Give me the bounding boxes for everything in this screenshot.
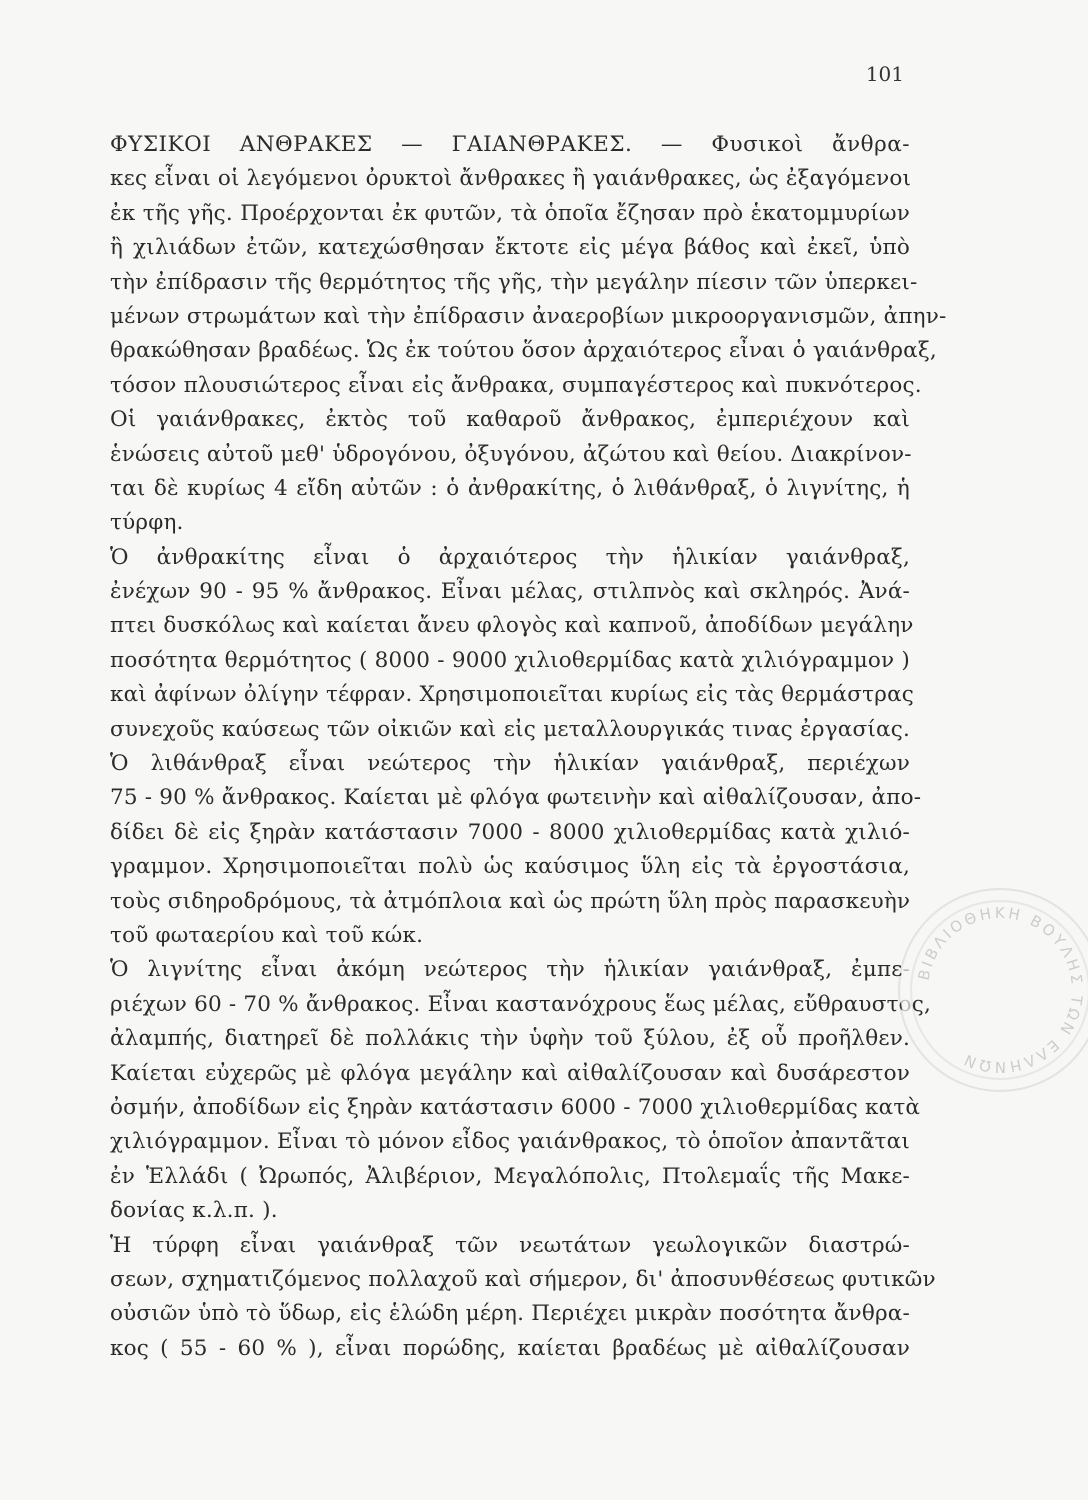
text-line: ται δὲ κυρίως 4 εἴδη αὐτῶν : ὁ ἀνθρακίτης, ὁ λιθάνθραξ, ὁ λιγνίτης, ἡ bbox=[110, 475, 910, 501]
text-line: δονίας κ.λ.π. ). bbox=[110, 1198, 278, 1224]
text-line: ἐκ τῆς γῆς. Προέρχονται ἐκ φυτῶν, τὰ ὁποῖα ἔζησαν πρὸ ἑκατομμυρίων bbox=[110, 200, 910, 226]
text-line: Ὁ λιγνίτης εἶναι ἀκόμη νεώτερος τὴν ἡλικίαν γαιάνθραξ, ἐμπε- bbox=[110, 957, 910, 983]
text-line: γραμμον. Χρησιμοποιεῖται πολὺ ὡς καύσιμος ὕλη εἰς τὰ ἐργοστάσια, bbox=[110, 854, 910, 880]
text-line: τοῦ φωταερίου καὶ τοῦ κώκ. bbox=[110, 922, 424, 948]
stamp-text: ΒΙΒΛΙΟΘΗΚΗ ΒΟΥΛΗΣ ΤΩΝ ΕΛΛΗΝΩΝ bbox=[914, 903, 1087, 1077]
text-line: Ὁ ἀνθρακίτης εἶναι ὁ ἀρχαιότερος τὴν ἡλικίαν γαιάνθραξ, bbox=[110, 544, 910, 570]
svg-text:ΒΙΒΛΙΟΘΗΚΗ ΒΟΥΛΗΣ ΤΩΝ ΕΛΛΗΝΩΝ bbox=[915, 904, 1087, 1076]
text-line: συνεχοῦς καύσεως τῶν οἰκιῶν καὶ εἰς μεταλλουργικάς τινας ἐργασίας. bbox=[110, 716, 910, 742]
text-line: ἢ χιλιάδων ἐτῶν, κατεχώσθησαν ἔκτοτε εἰς μέγα βάθος καὶ ἐκεῖ, ὑπὸ bbox=[110, 235, 910, 261]
text-line: καὶ ἀφίνων ὀλίγην τέφραν. Χρησιμοποιεῖται κυρίως εἰς τὰς θερμάστρας bbox=[110, 682, 915, 708]
text-line: ἐνέχων 90 - 95 % ἄνθρακος. Εἶναι μέλας, στιλπνὸς καὶ σκληρός. Ἀνά- bbox=[110, 579, 910, 605]
text-line: Ὁ λιθάνθραξ εἶναι νεώτερος τὴν ἡλικίαν γαιάνθραξ, περιέχων bbox=[110, 751, 910, 777]
text-line: ΦΥΣΙΚΟΙ ΑΝΘΡΑΚΕΣ — ΓΑΙΑΝΘΡΑΚΕΣ. — Φυσικοὶ ἄνθρα- bbox=[110, 132, 910, 157]
text-line: Οἱ γαιάνθρακες, ἐκτὸς τοῦ καθαροῦ ἄνθρακος, ἐμπεριέχουν καὶ bbox=[110, 407, 910, 433]
text-line: οὐσιῶν ὑπὸ τὸ ὕδωρ, εἰς ἑλώδη μέρη. Περιέχει μικρὰν ποσότητα ἄνθρα- bbox=[110, 1301, 910, 1327]
text-line: ὀσμήν, ἀποδίδων εἰς ξηρὰν κατάστασιν 6000 - 7000 χιλιοθερμίδας κατὰ bbox=[110, 1094, 921, 1120]
text-line: θρακώθησαν βραδέως. Ὡς ἐκ τούτου ὅσον ἀρχαιότερος εἶναι ὁ γαιάνθραξ, bbox=[110, 338, 937, 364]
text-line: ριέχων 60 - 70 % ἄνθρακος. Εἶναι καστανόχρους ἕως μέλας, εὔθραυστος, bbox=[110, 991, 932, 1017]
text-line: τοὺς σιδηροδρόμους, τὰ ἀτμόπλοια καὶ ὡς πρώτη ὕλη πρὸς παρασκευὴν bbox=[110, 888, 911, 914]
text-line: Ἡ τύρφη εἶναι γαιάνθραξ τῶν νεωτάτων γεωλογικῶν διαστρώ- bbox=[110, 1232, 910, 1258]
text-line: κες εἶναι οἱ λεγόμενοι ὀρυκτοὶ ἄνθρακες ἢ γαιάνθρακες, ὡς ἐξαγόμενοι bbox=[110, 166, 912, 192]
body-text bbox=[110, 128, 947, 1366]
text-line: τόσον πλουσιώτερος εἶναι εἰς ἄνθρακα, συμπαγέστερος καὶ πυκνότερος. bbox=[110, 372, 922, 398]
library-stamp bbox=[898, 888, 1088, 1092]
text-line: δίδει δὲ εἰς ξηρὰν κατάστασιν 7000 - 8000 χιλιοθερμίδας κατὰ χιλιό- bbox=[110, 819, 910, 845]
text-line: ἐν Ἑλλάδι ( Ὠρωπός, Ἀλιβέριον, Μεγαλόπολις, Πτολεμαΐς τῆς Μακε- bbox=[110, 1163, 910, 1189]
text-line: κος ( 55 - 60 % ), εἶναι πορώδης, καίεται βραδέως μὲ αἰθαλίζουσαν bbox=[110, 1335, 910, 1361]
text-line: πτει δυσκόλως καὶ καίεται ἄνευ φλογὸς καὶ καπνοῦ, ἀποδίδων μεγάλην bbox=[110, 613, 914, 639]
text-line: ποσότητα θερμότητος ( 8000 - 9000 χιλιοθερμίδας κατὰ χιλιόγραμμον ) bbox=[110, 647, 910, 673]
text-line: χιλιόγραμμον. Εἶναι τὸ μόνον εἶδος γαιάνθρακος, τὸ ὁποῖον ἀπαντᾶται bbox=[110, 1129, 910, 1155]
text-line: μένων στρωμάτων καὶ τὴν ἐπίδρασιν ἀναεροβίων μικροοργανισμῶν, ἀπην- bbox=[110, 303, 947, 329]
text-line: ἀλαμπής, διατηρεῖ δὲ πολλάκις τὴν ὑφὴν τοῦ ξύλου, ἐξ οὗ προῆλθεν. bbox=[110, 1026, 910, 1052]
page-number: 101 bbox=[865, 62, 904, 86]
text-line: τύρφη. bbox=[110, 510, 184, 536]
stamp-seal-icon bbox=[900, 890, 1088, 1090]
text-line: σεων, σχηματιζόμενος πολλαχοῦ καὶ σήμερον, δι' ἀποσυνθέσεως φυτικῶν bbox=[110, 1266, 936, 1292]
text-line: Καίεται εὐχερῶς μὲ φλόγα μεγάλην καὶ αἰθαλίζουσαν καὶ δυσάρεστον bbox=[110, 1060, 910, 1086]
text-line: τὴν ἐπίδρασιν τῆς θερμότητος τῆς γῆς, τὴν μεγάλην πίεσιν τῶν ὑπερκει- bbox=[110, 269, 918, 295]
text-line: ἑνώσεις αὐτοῦ μεθ' ὑδρογόνου, ὀξυγόνου, ἀζώτου καὶ θείου. Διακρίνον- bbox=[110, 441, 912, 467]
text-line: 75 - 90 % ἄνθρακος. Καίεται μὲ φλόγα φωτεινὴν καὶ αἰθαλίζουσαν, ἀπο- bbox=[110, 785, 922, 811]
